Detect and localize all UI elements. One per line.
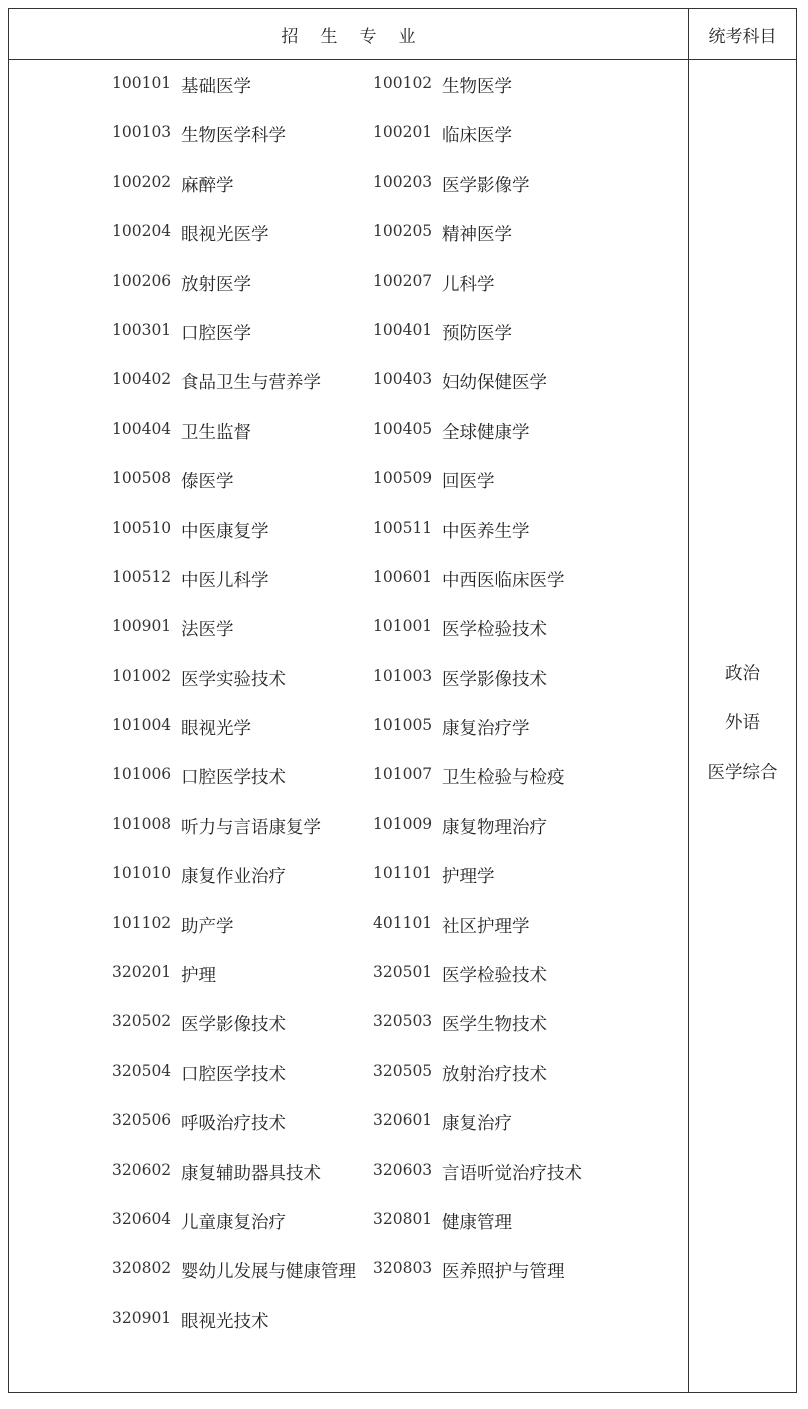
major-name: 儿童康复治疗 [181, 1212, 286, 1233]
table-row [9, 356, 688, 405]
majors-list [9, 60, 688, 1344]
major-name: 卫生检验与检疫 [442, 768, 565, 789]
major-name: 康复物理治疗 [442, 817, 547, 838]
major-name: 康复作业治疗 [181, 867, 286, 888]
table-row [9, 850, 688, 899]
major-code: 320801 [373, 1209, 433, 1228]
major-code: 100901 [112, 617, 172, 636]
major-name: 基础医学 [181, 77, 251, 97]
major-name: 医学影像技术 [442, 669, 547, 690]
major-code: 100401 [373, 320, 433, 339]
major-name: 中医康复学 [181, 521, 269, 542]
major-code: 101003 [373, 666, 433, 685]
major-name: 麻醉学 [181, 175, 234, 196]
table-row [9, 258, 688, 307]
major-code: 100402 [112, 370, 172, 389]
major-code: 100203 [373, 172, 433, 191]
table-row [9, 1196, 688, 1245]
table-row [9, 1295, 688, 1344]
major-name: 康复治疗 [442, 1114, 512, 1135]
major-code: 101004 [112, 716, 172, 735]
major-code: 320901 [112, 1308, 172, 1327]
table-row [9, 998, 688, 1047]
major-code: 101102 [112, 913, 172, 932]
major-code: 320504 [112, 1061, 172, 1080]
major-code: 320802 [112, 1259, 172, 1278]
table-row [9, 109, 688, 158]
table-row [9, 455, 688, 504]
header-majors: 招生专业 [281, 26, 438, 47]
major-name: 口腔医学 [181, 323, 251, 344]
major-code: 320604 [112, 1209, 172, 1228]
major-code: 101002 [112, 666, 172, 685]
major-code: 320803 [373, 1259, 433, 1278]
major-code: 100201 [373, 123, 433, 142]
table-row [9, 603, 688, 652]
major-code: 100404 [112, 419, 172, 438]
table-row [9, 406, 688, 455]
major-name: 医学生物技术 [442, 1015, 547, 1036]
major-code: 100405 [373, 419, 433, 438]
major-name: 中西医临床医学 [442, 570, 565, 591]
major-name: 回医学 [442, 472, 495, 493]
major-name: 眼视光医学 [181, 225, 269, 246]
major-name: 傣医学 [181, 472, 234, 493]
major-name: 食品卫生与营养学 [181, 373, 321, 394]
major-code: 320502 [112, 1012, 172, 1031]
major-name: 听力与言语康复学 [181, 817, 321, 838]
major-code: 101101 [373, 864, 433, 883]
major-name: 口腔医学技术 [181, 768, 286, 789]
major-name: 护理 [181, 966, 216, 987]
table-row [9, 1147, 688, 1196]
table-row [9, 949, 688, 998]
major-name: 助产学 [181, 916, 234, 937]
major-name: 卫生监督 [181, 422, 251, 443]
table-row [9, 159, 688, 208]
exam-subjects [689, 663, 796, 811]
major-name: 精神医学 [442, 225, 512, 246]
major-code: 320201 [112, 963, 172, 982]
major-code: 401101 [373, 913, 433, 932]
major-name: 医学影像技术 [181, 1015, 286, 1036]
major-code: 100601 [373, 567, 433, 586]
major-name: 眼视光技术 [181, 1311, 269, 1332]
major-code: 100205 [373, 222, 433, 241]
major-name: 言语听觉治疗技术 [442, 1163, 582, 1184]
major-name: 社区护理学 [442, 916, 530, 937]
subject-foreign-language: 外语 [725, 713, 760, 734]
major-code: 100202 [112, 172, 172, 191]
major-name: 口腔医学技术 [181, 1064, 286, 1085]
major-code: 101010 [112, 864, 172, 883]
major-name: 法医学 [181, 620, 234, 641]
subject-politics: 政治 [725, 664, 760, 684]
major-name: 医学检验技术 [442, 966, 547, 987]
major-name: 中医养生学 [442, 521, 530, 542]
major-code: 100512 [112, 567, 172, 586]
table-row [9, 653, 688, 702]
major-name: 康复治疗学 [442, 719, 530, 740]
major-code: 101009 [373, 814, 433, 833]
major-name: 医养照护与管理 [442, 1262, 565, 1283]
major-code: 100403 [373, 370, 433, 389]
major-name: 儿科学 [442, 274, 495, 295]
major-name: 眼视光学 [181, 719, 251, 740]
major-name: 预防医学 [442, 323, 512, 344]
table-row [9, 801, 688, 850]
major-code: 101001 [373, 617, 433, 636]
major-name: 临床医学 [442, 126, 512, 147]
table-row [9, 1245, 688, 1294]
major-name: 放射医学 [181, 274, 251, 295]
major-code: 100510 [112, 518, 172, 537]
major-name: 全球健康学 [442, 422, 530, 443]
major-code: 320506 [112, 1111, 172, 1130]
major-code: 101008 [112, 814, 172, 833]
major-code: 101006 [112, 765, 172, 784]
major-name: 放射治疗技术 [442, 1064, 547, 1085]
table-row [9, 208, 688, 257]
table-row [9, 702, 688, 751]
major-name: 婴幼儿发展与健康管理 [181, 1262, 356, 1283]
table-row [9, 307, 688, 356]
table-row [9, 1048, 688, 1097]
major-code: 320601 [373, 1111, 433, 1130]
header-subjects: 统考科目 [708, 26, 777, 47]
major-code: 100207 [373, 271, 433, 290]
major-code: 100101 [112, 74, 172, 92]
major-code: 100103 [112, 123, 172, 142]
major-code: 320505 [373, 1061, 433, 1080]
table-row [9, 60, 688, 109]
major-name: 生物医学科学 [181, 126, 286, 147]
major-name: 妇幼保健医学 [442, 373, 547, 394]
table-row [9, 505, 688, 554]
major-code: 101007 [373, 765, 433, 784]
major-code: 100509 [373, 469, 433, 488]
table-row [9, 900, 688, 949]
major-name: 中医儿科学 [181, 570, 269, 591]
table-row [9, 1097, 688, 1146]
major-code: 100204 [112, 222, 172, 241]
table-row [9, 751, 688, 800]
major-code: 320603 [373, 1160, 433, 1179]
major-name: 健康管理 [442, 1212, 512, 1233]
major-name: 护理学 [442, 867, 495, 888]
table-row [9, 554, 688, 603]
majors-table [8, 8, 797, 1393]
major-name: 医学实验技术 [181, 669, 286, 690]
major-name: 康复辅助器具技术 [181, 1163, 321, 1184]
major-code: 100102 [373, 74, 433, 92]
major-code: 100508 [112, 469, 172, 488]
major-name: 呼吸治疗技术 [181, 1114, 286, 1135]
major-name: 生物医学 [442, 77, 512, 97]
major-name: 医学影像学 [442, 175, 530, 196]
major-code: 100511 [373, 518, 433, 537]
major-code: 101005 [373, 716, 433, 735]
major-name: 医学检验技术 [442, 620, 547, 641]
major-code: 320503 [373, 1012, 433, 1031]
major-code: 100301 [112, 320, 172, 339]
major-code: 320602 [112, 1160, 172, 1179]
major-code: 100206 [112, 271, 172, 290]
subject-medical-comprehensive: 医学综合 [707, 762, 778, 783]
major-code: 320501 [373, 963, 433, 982]
